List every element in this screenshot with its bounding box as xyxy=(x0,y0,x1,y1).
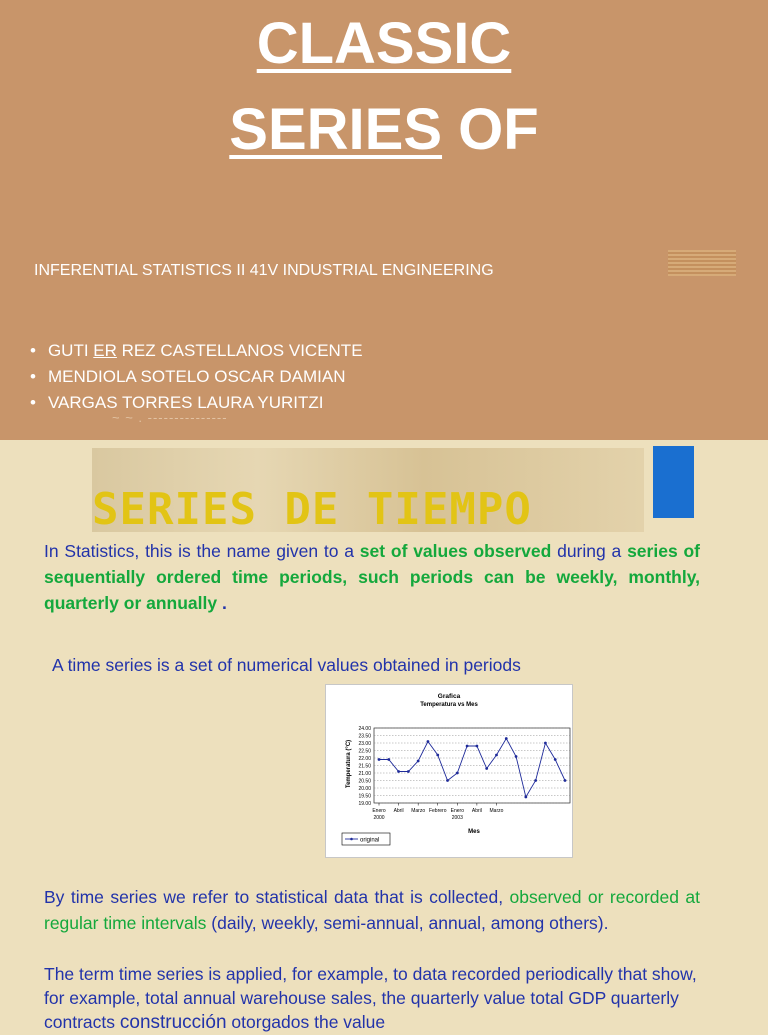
series-point xyxy=(495,754,498,757)
title-slide xyxy=(0,0,768,440)
title-line-1 xyxy=(0,12,768,76)
y-tick-label: 20.50 xyxy=(358,778,371,785)
x-tick-label: Marzo xyxy=(411,808,426,814)
legend-marker xyxy=(350,838,353,841)
author-1: • GUTI ER REZ CASTELLANOS VICENTE xyxy=(30,338,363,364)
x-tick-label: Abril xyxy=(393,808,404,814)
series-point xyxy=(436,754,439,757)
series-point xyxy=(564,779,567,782)
slide-heading: SERIES DE TIEMPO xyxy=(92,484,532,535)
wood-texture-strip xyxy=(668,250,736,276)
series-point xyxy=(417,760,420,763)
y-tick-label: 22.50 xyxy=(358,748,371,755)
x-tick-label-year: 2003 xyxy=(451,815,463,821)
definition-paragraph: In Statistics, this is the name given to a set of values observed during a series of sequentially ordered time periods, such periods can be weekly, monthly, quarterly or annually . xyxy=(44,541,700,613)
author-list xyxy=(30,338,363,416)
series-point xyxy=(524,796,527,799)
y-tick-label: 23.50 xyxy=(358,733,371,740)
series-point xyxy=(427,740,430,743)
time-series-explanation: By time series we refer to statistical data that is collected, observed or recorded at regular time intervals (daily, weekly, semi-annual, annual, among others). xyxy=(44,887,700,933)
series-point xyxy=(505,737,508,740)
chart-grid xyxy=(374,728,570,803)
series-point xyxy=(378,758,381,761)
series-point xyxy=(534,779,537,782)
title-word-of: OF xyxy=(458,97,539,162)
x-tick-label: Enero xyxy=(372,808,386,814)
x-tick-label: Enero xyxy=(450,808,464,814)
y-tick-label: 23.00 xyxy=(358,740,371,747)
x-tick-label: Marzo xyxy=(489,808,504,814)
content-slide xyxy=(0,440,768,1033)
x-tick-label: Abril xyxy=(471,808,482,814)
series-point xyxy=(544,742,547,745)
y-tick-label: 22.00 xyxy=(358,755,371,762)
faint-decoration-text: ~ ~ . --------------- xyxy=(112,410,228,425)
temperature-chart xyxy=(325,684,573,858)
y-tick-label: 20.00 xyxy=(358,785,371,792)
blue-accent-rectangle xyxy=(653,446,694,518)
chart-ylabel: Temperatura (°C) xyxy=(346,739,352,789)
series-point xyxy=(456,772,459,775)
author-3: • VARGAS TORRES LAURA YURITZI xyxy=(30,390,363,416)
plot-area xyxy=(374,728,570,803)
chart-svg xyxy=(326,685,572,857)
series-point xyxy=(407,770,410,773)
legend-label: original xyxy=(360,837,380,844)
title-word-series: SERIES xyxy=(229,97,443,162)
x-tick-label-year: 2000 xyxy=(373,815,385,821)
title-line-2 xyxy=(0,98,768,162)
chart-xlabel: Mes xyxy=(468,829,480,835)
author-2: • MENDIOLA SOTELO OSCAR DAMIAN xyxy=(30,364,363,390)
series-point xyxy=(475,745,478,748)
course-subtitle: INFERENTIAL STATISTICS II 41V INDUSTRIAL ENGINEERING xyxy=(34,262,494,279)
series-point xyxy=(466,745,469,748)
chart-legend xyxy=(342,833,390,845)
chart-title: Grafica xyxy=(437,693,461,700)
y-tick-label: 19.50 xyxy=(358,793,371,800)
series-point xyxy=(485,767,488,770)
series-point xyxy=(397,770,400,773)
y-tick-label: 19.00 xyxy=(358,800,371,807)
series-point xyxy=(515,755,518,758)
y-tick-label: 21.50 xyxy=(358,763,371,770)
time-series-examples: The term time series is applied, for example, to data recorded periodically that show, for example, total annual warehouse sales, the quarterly value total GDP quarterly contracts construcción otorgados the value xyxy=(44,964,697,1033)
series-point xyxy=(554,758,557,761)
series-point xyxy=(387,758,390,761)
chart-subtitle: Temperatura vs Mes xyxy=(420,702,478,708)
title-word-classic: CLASSIC xyxy=(256,11,512,76)
series-point xyxy=(446,779,449,782)
x-tick-label: Febrero xyxy=(428,808,447,814)
time-series-sentence: A time series is a set of numerical values obtained in periods xyxy=(52,655,521,675)
y-tick-label: 21.00 xyxy=(358,770,371,777)
y-tick-label: 24.00 xyxy=(358,725,371,732)
